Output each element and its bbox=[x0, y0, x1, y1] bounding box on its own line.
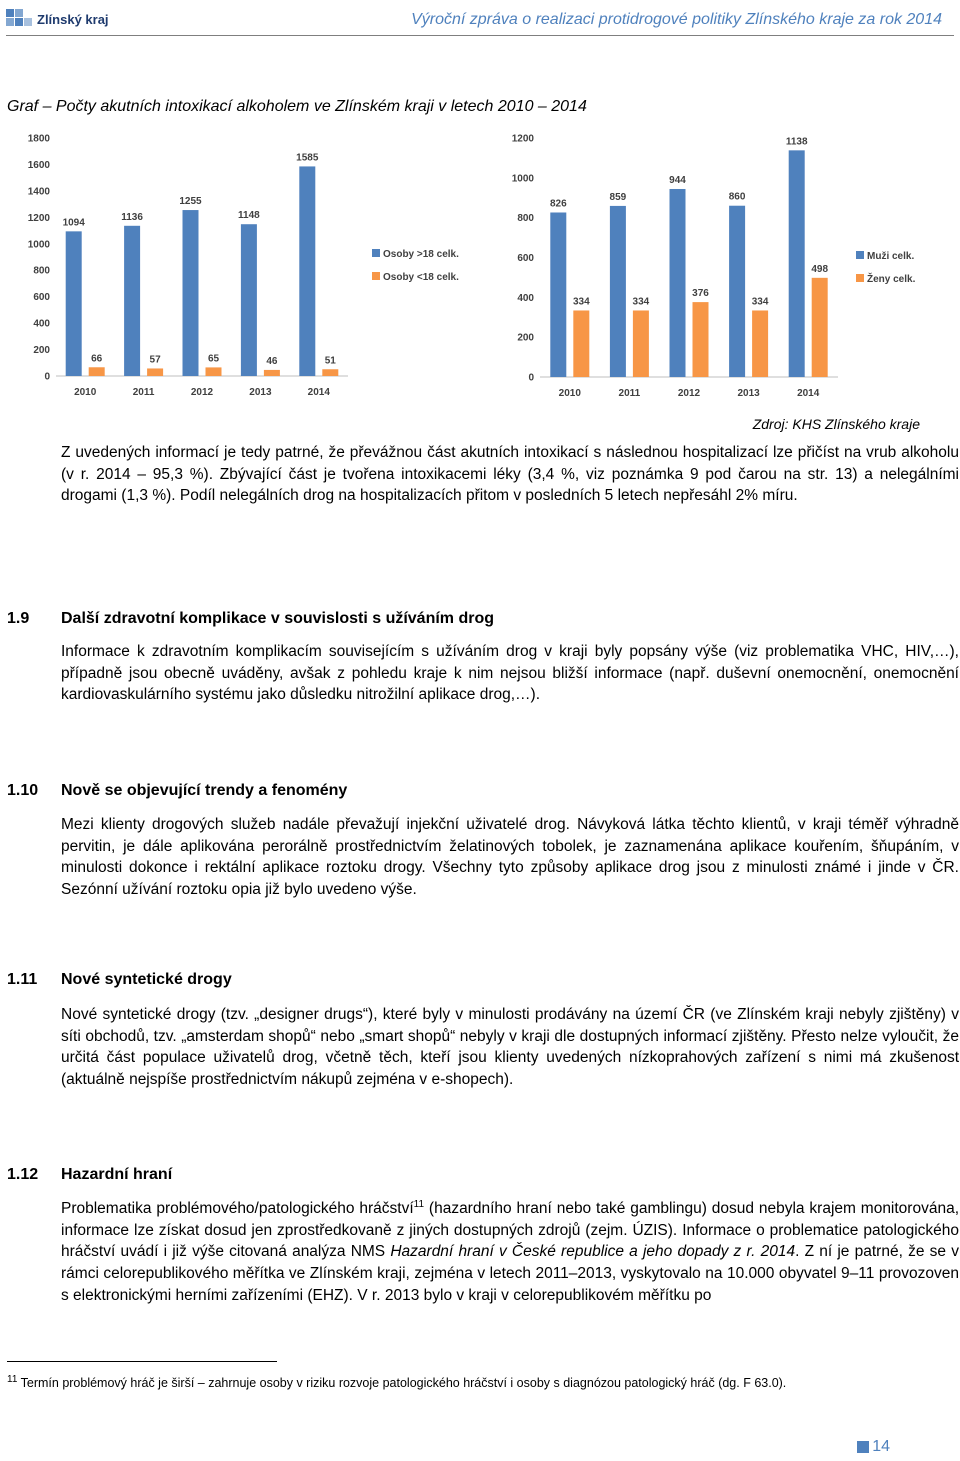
x-tick-label: 2012 bbox=[677, 388, 701, 399]
chart-gender bbox=[495, 128, 935, 408]
data-label: 46 bbox=[266, 355, 278, 367]
y-tick-label: 0 bbox=[44, 371, 50, 383]
chart-age bbox=[10, 128, 480, 408]
footnote-reference[interactable]: 11 bbox=[413, 1198, 425, 1210]
x-tick-label: 2012 bbox=[190, 387, 214, 398]
y-tick-label: 200 bbox=[517, 332, 534, 344]
legend-label: Osoby >18 celk. bbox=[383, 249, 459, 260]
section-number: 1.9 bbox=[7, 610, 30, 627]
footnote bbox=[7, 1373, 957, 1390]
document-title: Výroční zpráva o realizaci protidrogové politiky Zlínského kraje za rok 2014 bbox=[411, 11, 942, 28]
data-label: 376 bbox=[692, 288, 709, 300]
section-text-1-9: Informace k zdravotním komplikacím souvisejícím s užíváním drog v kraji byly popsány výše (viz problematika VHC, HIV,…), případně jsou obecně uváděny, avšak z pohledu kraje k nim nejsou bližší informace (např. duševní onemocnění, onemocnění kardiovaskulárního systému jako důsledku nitrožilní aplikace drog,…). bbox=[61, 643, 959, 704]
data-label: 860 bbox=[728, 191, 746, 203]
section-title: Další zdravotní komplikace v souvislosti s užíváním drog bbox=[61, 610, 495, 627]
bar bbox=[206, 367, 222, 376]
data-label: 826 bbox=[549, 198, 567, 210]
x-tick-label: 2013 bbox=[737, 388, 760, 399]
bar bbox=[183, 210, 199, 376]
bar bbox=[66, 231, 82, 376]
cited-title: Hazardní hraní v České republice a jeho dopady z r. 2014 bbox=[390, 1243, 796, 1261]
bar bbox=[633, 310, 649, 377]
bar bbox=[789, 150, 805, 377]
data-label: 1136 bbox=[121, 211, 143, 223]
x-tick-label: 2014 bbox=[307, 387, 330, 398]
bar bbox=[89, 367, 105, 376]
y-tick-label: 600 bbox=[517, 253, 534, 264]
bar bbox=[241, 224, 257, 376]
x-tick-label: 2013 bbox=[249, 387, 272, 398]
data-label: 57 bbox=[149, 354, 161, 366]
data-label: 1148 bbox=[238, 210, 260, 222]
data-label: 944 bbox=[669, 174, 686, 186]
y-tick-label: 1000 bbox=[511, 173, 534, 185]
data-label: 1255 bbox=[179, 196, 202, 208]
y-tick-label: 0 bbox=[528, 372, 534, 384]
bar bbox=[812, 278, 828, 377]
section-title: Nové syntetické drogy bbox=[61, 971, 232, 988]
legend-swatch bbox=[372, 272, 380, 280]
data-label: 1138 bbox=[785, 136, 808, 148]
legend-label: Osoby <18 celk. bbox=[383, 272, 459, 283]
legend-label: Muži celk. bbox=[867, 251, 915, 262]
bar bbox=[124, 226, 140, 376]
logo-text: Zlínský kraj bbox=[37, 11, 109, 27]
data-label: 51 bbox=[324, 355, 336, 367]
page-number bbox=[857, 1438, 890, 1456]
footnote-text: Termín problémový hráč je širší – zahrnuje osoby v riziku rozvoje patologického hráčství i osoby s diagnózou patologický hráč (dg. F 63.0). bbox=[17, 1376, 787, 1390]
y-tick-label: 1000 bbox=[27, 239, 50, 251]
y-tick-label: 800 bbox=[517, 213, 534, 225]
x-tick-label: 2010 bbox=[74, 387, 97, 398]
y-tick-label: 1400 bbox=[27, 186, 50, 198]
bar bbox=[729, 206, 745, 377]
bar bbox=[670, 189, 686, 377]
page-number-text: 14 bbox=[872, 1438, 890, 1455]
y-tick-label: 1200 bbox=[511, 133, 534, 145]
figure-source: Zdroj: KHS Zlínského kraje bbox=[752, 416, 920, 432]
page-header bbox=[0, 0, 960, 36]
header-divider bbox=[6, 35, 954, 36]
y-tick-label: 1200 bbox=[27, 212, 50, 224]
data-label: 1094 bbox=[62, 217, 85, 229]
section-text-1-11: Nové syntetické drogy (tzv. „designer drugs“), které byly v minulosti prodávány na území ČR (ve Zlínském kraji nebyly zjištěny) v síti obchodů, tzv. „amsterdam shopů“ nebo „smart shopů“ nebyly v kraji dle dostupných informací zjištěny. Přesto nelze vyloučit, že určitá část populace uživatelů drog, včetně těch, kteří jsou klienty uvedených nízkoprahových zařízení s nimi má zkušenost (aktuálně nejspíše prostřednictvím nákupů zejména v e-shopech). bbox=[61, 1006, 959, 1089]
section-title: Hazardní hraní bbox=[61, 1166, 173, 1183]
text-run: Problematika problémového/patologického hráčství bbox=[61, 1200, 414, 1217]
bar bbox=[147, 368, 163, 376]
bar bbox=[322, 369, 338, 376]
data-label: 859 bbox=[609, 191, 627, 203]
data-label: 498 bbox=[811, 263, 829, 275]
y-tick-label: 1600 bbox=[27, 159, 50, 171]
section-number: 1.12 bbox=[7, 1166, 39, 1183]
legend-swatch bbox=[856, 251, 864, 259]
section-title: Nově se objevující trendy a fenomény bbox=[61, 782, 348, 799]
y-tick-label: 800 bbox=[33, 265, 50, 277]
figure-title: Graf – Počty akutních intoxikací alkoholem ve Zlínském kraji v letech 2010 – 2014 bbox=[7, 98, 587, 115]
data-label: 66 bbox=[91, 353, 103, 365]
text-run: (hazardního hraní nebo také gamblingu) dosud nebyla krajem monitorována, informace lze získat dosud jen zprostředkovaně z jiných dostupných zdrojů (zejm. ÚZIS). Informace o problematice patologického hráčství uvádí i již výše citovaná analýza NMS bbox=[61, 1200, 960, 1261]
data-label: 334 bbox=[632, 296, 650, 308]
bar bbox=[610, 206, 626, 377]
y-tick-label: 1800 bbox=[27, 133, 50, 145]
paragraph-summary: Z uvedených informací je tedy patrné, že převážnou část akutních intoxikací s následnou hospitalizací lze přičíst na vrub alkoholu (v r. 2014 – 95,3 %). Zbývající část je tvořena intoxikacemi léky (3,4 %, viz poznámka 9 pod čarou na str. 13) a nelegálními drogami (1,3 %). Podíl nelegálních drog na hospitalizacích přitom v posledních 5 letech nepřesáhl 2% míru. bbox=[61, 444, 959, 505]
x-tick-label: 2011 bbox=[618, 388, 641, 399]
y-tick-label: 600 bbox=[33, 292, 50, 304]
section-heading-1-12 bbox=[7, 1166, 172, 1184]
legend-swatch bbox=[372, 249, 380, 257]
section-text-1-10: Mezi klienty drogových služeb nadále převažují injekční uživatelé drog. Návyková látka těchto klientů, v kraji téměř výhradně pervitin, je dále aplikována perorálně prostřednictvím želatinových tobolek, je zaznamenána aplikace kouřením, šňupáním, v minulosti dokonce i rektální aplikace roztoku drogy. Všechny tyto způsoby aplikace drog jsou z minulosti známé i jinde v ČR. Sezónní užívání roztoku opia již bylo uvedeno výše. bbox=[61, 816, 959, 899]
y-tick-label: 200 bbox=[33, 345, 50, 357]
legend-swatch bbox=[856, 274, 864, 282]
section-number: 1.11 bbox=[7, 971, 38, 988]
footnote-number: 11 bbox=[7, 1373, 18, 1385]
logo-mark-icon bbox=[6, 9, 32, 29]
bar bbox=[573, 310, 589, 377]
footnote-divider bbox=[7, 1361, 277, 1362]
y-tick-label: 400 bbox=[33, 318, 50, 330]
x-tick-label: 2011 bbox=[132, 387, 155, 398]
data-label: 334 bbox=[572, 296, 590, 308]
legend-label: Ženy celk. bbox=[867, 274, 916, 285]
page-number-marker-icon bbox=[857, 1441, 869, 1453]
bar bbox=[299, 166, 315, 376]
section-heading-1-10 bbox=[7, 782, 347, 800]
data-label: 1585 bbox=[296, 152, 319, 164]
bar bbox=[264, 370, 280, 376]
text-run: . Z ní je patrné, že se v rámci celorepublikového měřítka ve Zlínském kraji, zejména v letech 2011–2013, vyskytovalo na 10.000 obyvatel 9–11 provozoven s elektronickými herními zařízeními (EHZ). V r. 2013 bylo v kraji v celorepublikovém měřítku po bbox=[61, 1243, 959, 1304]
section-heading-1-9 bbox=[7, 610, 494, 628]
logo bbox=[6, 9, 109, 29]
bar bbox=[550, 212, 566, 377]
section-text-1-12 bbox=[61, 1198, 959, 1307]
section-heading-1-11 bbox=[7, 971, 232, 989]
x-tick-label: 2014 bbox=[797, 388, 820, 399]
y-tick-label: 400 bbox=[517, 292, 534, 304]
data-label: 334 bbox=[751, 296, 769, 308]
bar bbox=[752, 310, 768, 377]
bar bbox=[693, 302, 709, 377]
x-tick-label: 2010 bbox=[558, 388, 581, 399]
section-number: 1.10 bbox=[7, 782, 39, 799]
data-label: 65 bbox=[207, 353, 220, 365]
